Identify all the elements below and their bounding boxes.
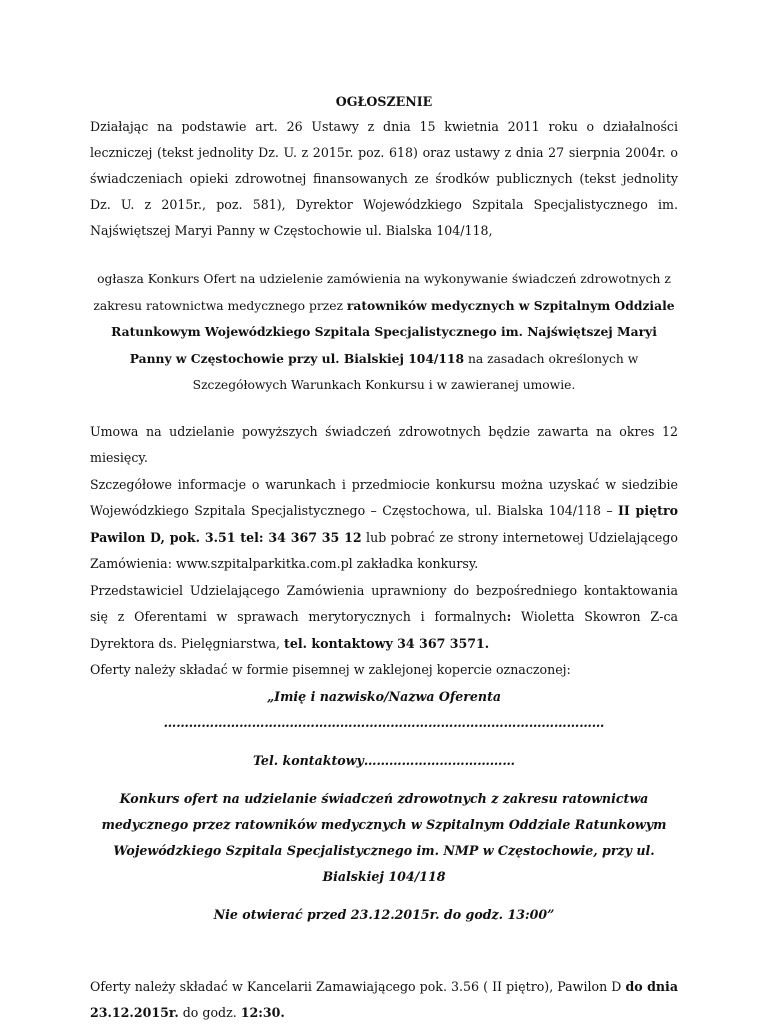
contact-text: Przedstawiciel Udzielającego Zamówienia uprawniony do bezpośredniego kontaktowania się z Oferentami w sprawach merytorycznych i formalnych [90, 582, 678, 624]
deadline-time-bold: 12:30. [240, 1005, 285, 1020]
contact-person: Wioletta Skowron Z-ca Dyrektora ds. Pielęgniarstwa, [90, 609, 678, 651]
envelope-do-not-open: Nie otwierać przed 23.12.2015r. do godz. 13:00” [213, 906, 555, 922]
intro-paragraph: Działając na podstawie art. 26 Ustawy z dnia 15 kwietnia 2011 roku o działalności leczniczej (tekst jednolity Dz. U. z 2015r. poz. 618) oraz ustawy z dnia 27 sierpnia 2004r. o świadczeniach opieki zdrowotnej finansowanych ze środków publicznych (tekst jednolity Dz. U. z 2015r., poz. 581), Dyrektor Wojewódzkiego Szpitala Specjalistycznego im. Najświętszej Maryi Panny w Częstochowie ul. Bialska 104/118, [90, 119, 678, 238]
contact-phone-bold: tel. kontaktowy 34 367 3571. [284, 635, 490, 651]
contact-colon: : [506, 609, 512, 624]
info-text-end: lub pobrać ze strony internetowej Udzielającego Zamówienia: www.szpitalparkitka.com.pl zakładka konkursy. [90, 529, 678, 571]
envelope-spacer [90, 890, 678, 902]
announcement-bold-text: ratowników medycznych w Szpitalnym Oddziale Ratunkowym Wojewódzkiego Szpitala Specjalistycznego im. Najświętszej Maryi Panny w Częstochowie przy ul. Bialskiej 104/118 [111, 297, 675, 366]
contract-term-paragraph: Umowa na udzielanie powyższych świadczeń zdrowotnych będzie zawarta na okres 12 miesięcy. [90, 423, 678, 465]
info-text: Szczegółowe informacje o warunkach i przedmiocie konkursu można uzyskać w siedzibie Wojewódzkiego Szpitala Specjalistycznego – Częstochowa, ul. Bialska 104/118 – [90, 476, 678, 518]
deadline-time-prefix: do godz. [178, 1005, 241, 1020]
envelope-spacer [90, 774, 678, 786]
envelope-subject: Konkurs ofert na udzielanie świadczeń zdrowotnych z zakresu ratownictwa medycznego przez ratowników medycznych w Szpitalnym Oddziale Ratunkowym Wojewódzkiego Szpitala Specjalistycznego im. NMP w Częstochowie, przy ul. Bialskiej 104/118 [101, 790, 667, 884]
info-paragraph [90, 472, 678, 578]
offers-intro-paragraph: Oferty należy składać w formie pisemnej w zaklejonej kopercie oznaczonej: [90, 662, 571, 677]
envelope-dots-line: …………………………………………………………………………………………… [163, 714, 605, 730]
document-title: OGŁOSZENIE [335, 94, 433, 109]
document-page [90, 92, 678, 1027]
envelope-name-line: „Imię i nazwisko/Nazwa Oferenta [266, 688, 502, 704]
deadline-paragraph [90, 974, 678, 1027]
envelope-spacer [90, 736, 678, 748]
info-location-bold: II piętro Pawilon D, pok. 3.51 tel: 34 367 35 12 [90, 503, 679, 545]
announcement-text-end: na zasadach określonych w Szczegółowych Warunkach Konkursu i w zawieranej umowie. [192, 351, 639, 392]
envelope-tel-line: Tel. kontaktowy……………………………… [253, 752, 515, 768]
contact-paragraph [90, 578, 678, 658]
announcement-text: ogłasza Konkurs Ofert na udzielenie zamówienia na wykonywanie świadczeń zdrowotnych z zakresu ratownictwa medycznego przez [93, 272, 671, 313]
deadline-text: Oferty należy składać w Kancelarii Zamawiającego pok. 3.56 ( II piętro), Pawilon D [90, 978, 626, 994]
announcement-paragraph [90, 266, 678, 399]
envelope-label [90, 684, 678, 928]
deadline-date-bold: do dnia 23.12.2015r. [90, 978, 678, 1020]
